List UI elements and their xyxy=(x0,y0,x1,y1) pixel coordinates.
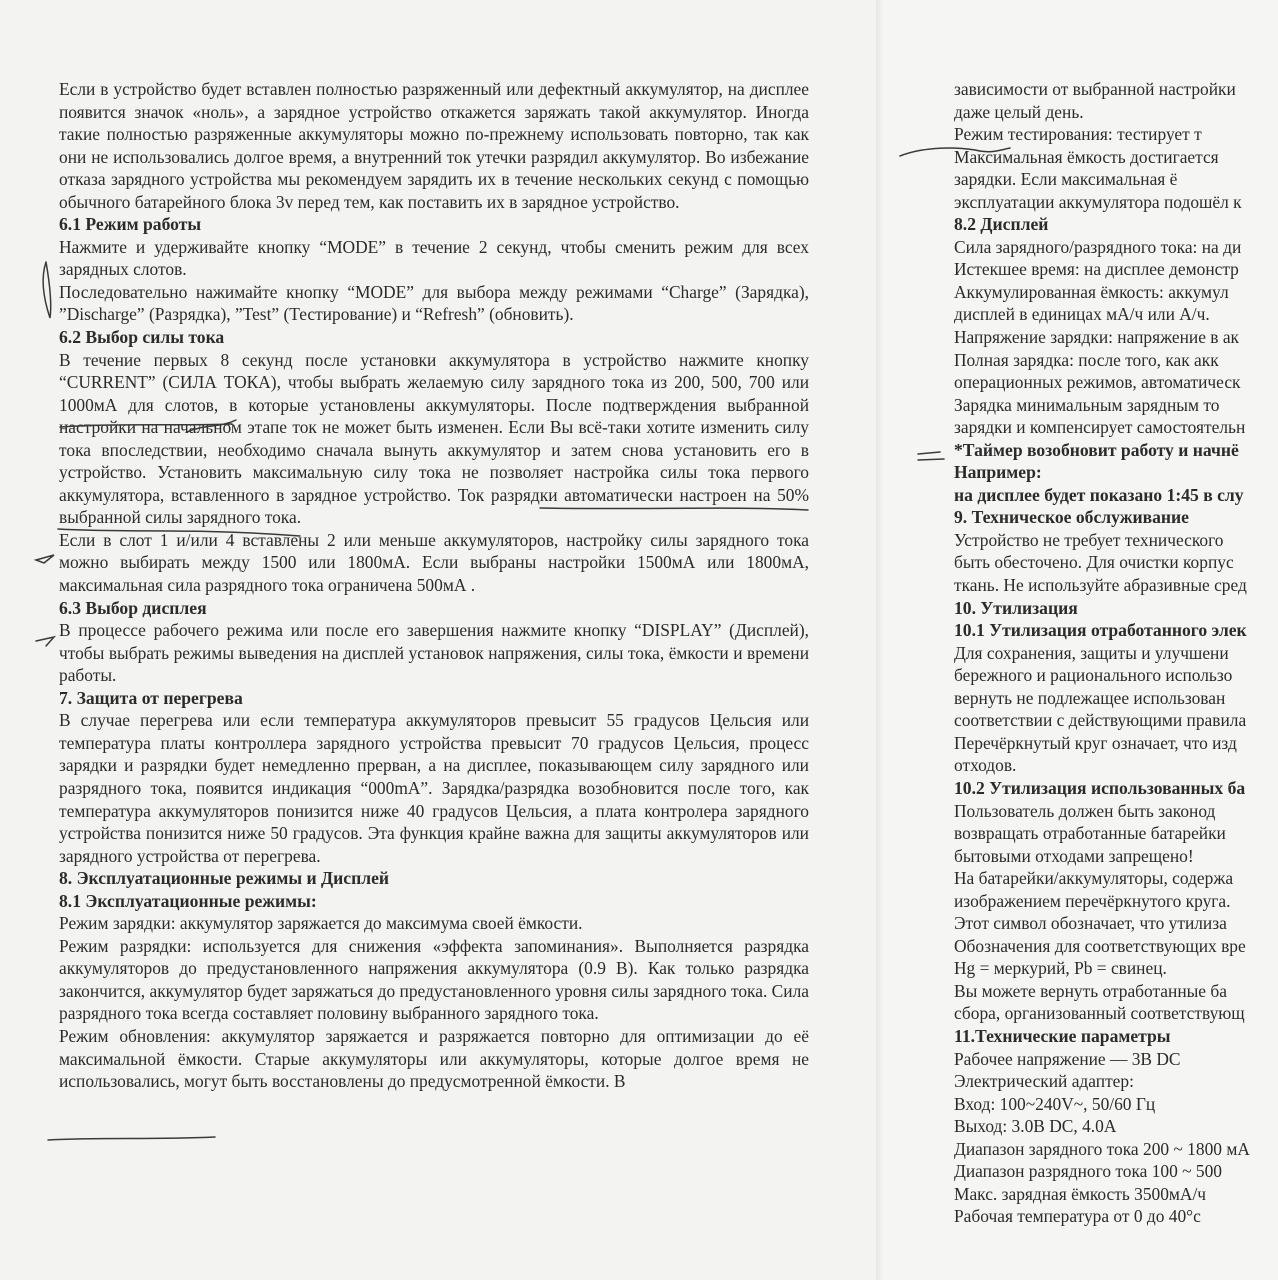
right-heading: 10.2 Утилизация использованных ба xyxy=(954,777,1246,798)
right-paragraph: Вход: 100~240V~, 50/60 Гц xyxy=(954,1093,1156,1114)
left-paragraph: Нажмите и удерживайте кнопку “MODE” в течение 2 секунд, чтобы сменить режим для всех зарядных слотов. xyxy=(59,236,809,280)
right-paragraph: изображением перечёркнутого круга. xyxy=(954,890,1231,911)
left-paragraph: Режим зарядки: аккумулятор заряжается до максимума своей ёмкости. xyxy=(59,913,583,934)
right-paragraph: Вы можете вернуть отработанные ба xyxy=(954,980,1227,1001)
left-heading: 6.2 Выбор силы тока xyxy=(59,327,225,348)
right-page-text xyxy=(954,78,1278,1228)
right-heading: 10. Утилизация xyxy=(954,597,1078,618)
right-paragraph: сбора, организованный соответствующ xyxy=(954,1003,1245,1024)
left-paragraph: Режим разрядки: используется для снижения «эффекта запоминания». Выполняется разрядка аккумуляторов до предустановленного напряжения аккумулятора (0.9 В). Как только разрядка закончится, аккумулятор будет заряжаться до предустановленного уровня силы зарядного тока. Сила разрядного тока всегда составляет половину выбранного зарядного тока. xyxy=(59,935,809,1024)
right-paragraph: Полная зарядка: после того, как акк xyxy=(954,349,1219,370)
right-heading: 11.Технические параметры xyxy=(954,1025,1171,1046)
left-paragraph: Режим обновления: аккумулятор заряжается и разряжается повторно для оптимизации до её максимальной ёмкости. Старые аккумуляторы или аккумуляторы, которые долгое время не использовались, могут быть восстановлены до предусмотренной ёмкости. В xyxy=(59,1025,809,1092)
right-paragraph: Диапазон разрядного тока 100 ~ 500 xyxy=(954,1161,1222,1182)
left-paragraph: В процессе рабочего режима или после его завершения нажмите кнопку “DISPLAY” (Дисплей), чтобы выбрать режимы выведения на дисплей установок напряжения, силы тока, ёмкости и времени работы. xyxy=(59,620,809,686)
right-paragraph: эксплуатации аккумулятора подошёл к xyxy=(954,191,1242,212)
right-paragraph: На батарейки/аккумуляторы, содержа xyxy=(954,868,1234,889)
underline-refresh xyxy=(48,1137,215,1140)
right-heading: на дисплее будет показано 1:45 в слу xyxy=(954,484,1244,505)
left-heading: 7. Защита от перегрева xyxy=(59,687,243,708)
left-heading: 6.3 Выбор дисплея xyxy=(59,597,207,618)
right-paragraph: возвращать отработанные батарейки xyxy=(954,823,1226,844)
left-page-text xyxy=(59,78,809,1093)
right-paragraph: бытовыми отходами запрещено! xyxy=(954,845,1194,866)
left-paragraph: Последовательно нажимайте кнопку “MODE” для выбора между режимами “Charge” (Зарядка), ”Discharge” (Разрядка), ”Test” (Тестирование) и “Refresh” (обновить). xyxy=(59,281,809,325)
right-paragraph: Макс. зарядная ёмкость 3500мА/ч xyxy=(954,1183,1207,1204)
left-paragraph: Если в устройство будет вставлен полностью разряженный или дефектный аккумулятор, на дисплее появится значок «ноль», а зарядное устройство откажется заряжать такой аккумулятор. Иногда такие полностью разряженные аккумуляторы можно по-прежнему использовать повторно, так как они не использовались долгое время, а внутренний ток утечки разрядил аккумулятор. Во избежание отказа зарядного устройства мы рекомендуем зарядить их в течение нескольких секунд с помощью обычного батарейного блока 3v перед тем, как поставить их в зарядное устройство. xyxy=(59,79,809,212)
right-paragraph: Напряжение зарядки: напряжение в ак xyxy=(954,327,1240,348)
left-paragraph: В случае перегрева или если температура аккумуляторов превысит 55 градусов Цельсия или температура платы контроллера зарядного устройства превысит 70 градусов Цельсия, процесс зарядки и разрядки будет немедленно прерван, а на дисплее, показывающем силу зарядного или разрядного тока, появится индикация “000mA”. Зарядка/разрядка возобновится после того, как температура аккумуляторов понизится ниже 40 градусов Цельсия, а плата контролера зарядного устройства понизится ниже 50 градусов. Эта функция крайне важна для защиты аккумуляторов или зарядного устройства от перегрева. xyxy=(59,710,809,866)
right-paragraph: Истекшее время: на дисплее демонстр xyxy=(954,259,1239,280)
right-paragraph: Режим тестирования: тестирует т xyxy=(954,124,1202,145)
right-paragraph: соответствии с действующими правила xyxy=(954,710,1247,731)
right-paragraph: Электрический адаптер: xyxy=(954,1071,1134,1092)
margin-bracket-mark xyxy=(43,262,51,318)
right-paragraph: Зарядка минимальным зарядным то xyxy=(954,394,1220,415)
right-paragraph: Пользователь должен быть законод xyxy=(954,800,1216,821)
right-paragraph: зависимости от выбранной настройки xyxy=(954,79,1236,99)
arrow-mark-1 xyxy=(36,555,54,563)
right-heading: 10.1 Утилизация отработанного элек xyxy=(954,620,1247,641)
right-paragraph: Выход: 3.0В DC, 4.0A xyxy=(954,1116,1117,1137)
right-paragraph: бережного и рационального использо xyxy=(954,665,1233,686)
right-paragraph: операционных режимов, автоматическ xyxy=(954,372,1241,393)
right-paragraph: отходов. xyxy=(954,755,1017,776)
right-paragraph: Этот символ обозначает, что утилиза xyxy=(954,913,1227,934)
right-paragraph: Рабочая температура от 0 до 40°c xyxy=(954,1206,1201,1227)
right-paragraph: Максимальная ёмкость достигается xyxy=(954,146,1219,167)
right-paragraph: Диапазон зарядного тока 200 ~ 1800 мА xyxy=(954,1138,1250,1159)
right-paragraph: вернуть не подлежащее использован xyxy=(954,687,1226,708)
right-heading: *Таймер возобновит работу и начнё xyxy=(954,439,1239,460)
right-paragraph: Перечёркнутый круг означает, что изд xyxy=(954,732,1237,753)
right-paragraph: зарядки и компенсирует самостоятельн xyxy=(954,417,1246,438)
right-paragraph: Устройство не требует технического xyxy=(954,529,1224,550)
right-paragraph: дисплей в единицах мА/ч или А/ч. xyxy=(954,304,1210,325)
left-heading: 8.1 Эксплуатационные режимы: xyxy=(59,890,317,911)
arrow-mark-2 xyxy=(36,637,54,646)
right-paragraph: Обозначения для соответствующих вре xyxy=(954,935,1246,956)
right-heading: 8.2 Дисплей xyxy=(954,214,1049,235)
right-paragraph: даже целый день. xyxy=(954,101,1084,122)
right-heading: Например: xyxy=(954,462,1042,483)
left-paragraph: В течение первых 8 секунд после установки аккумулятора в устройство нажмите кнопку “CURRENT” (СИЛА ТОКА), чтобы выбрать желаемую силу зарядного тока из 200, 500, 700 или 1000мА для слотов, в которые установлены аккумуляторы. После подтверждения выбранной настройки на начальном этапе ток не может быть изменен. Если Вы всё-таки хотите изменить силу тока впоследствии, необходимо сначала вынуть аккумулятор и затем снова установить его в устройство. Установить максимальную силу тока не позволяет настройка силы тока первого аккумулятора, вставленного в зарядное устройство. Ток разрядки автоматически настроен на 50% выбранной силы зарядного тока. xyxy=(59,349,809,528)
right-paragraph: зарядки. Если максимальная ё xyxy=(954,169,1178,190)
left-heading: 6.1 Режим работы xyxy=(59,214,202,235)
right-paragraph: Hg = меркурий, Pb = свинец. xyxy=(954,958,1167,979)
right-paragraph: Рабочее напряжение — 3В DC xyxy=(954,1048,1181,1069)
right-heading: 9. Техническое обслуживание xyxy=(954,507,1189,528)
right-paragraph: быть обесточено. Для очистки корпус xyxy=(954,552,1234,573)
right-paragraph: ткань. Не используйте абразивные сред xyxy=(954,575,1247,596)
right-paragraph: Для сохранения, защиты и улучшени xyxy=(954,642,1229,663)
left-heading: 8. Эксплуатационные режимы и Дисплей xyxy=(59,868,390,889)
right-paragraph: Аккумулированная ёмкость: аккумул xyxy=(954,281,1229,302)
right-paragraph: Сила зарядного/разрядного тока: на ди xyxy=(954,236,1242,257)
left-paragraph: Если в слот 1 и/или 4 вставлены 2 или меньше аккумуляторов, настройку силы зарядного тока можно выбирать между 1500 или 1800мА. Если выбраны настройки 1500мА или 1800мА, максимальная сила разрядного тока ограничена 500мА . xyxy=(59,529,809,596)
